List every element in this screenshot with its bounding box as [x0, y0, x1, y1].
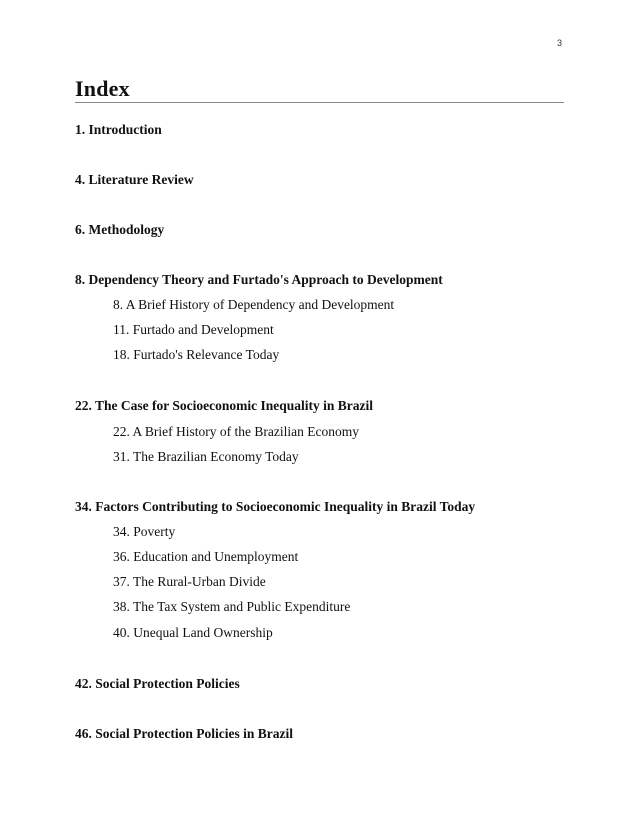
- toc-subentry-brief-history-dependency: 8. A Brief History of Dependency and Development: [113, 297, 395, 312]
- toc-entry-dependency-theory: 8. Dependency Theory and Furtado's Approach to Development: [75, 272, 443, 287]
- title-rule: [75, 102, 564, 103]
- toc-subentry-land-ownership: 40. Unequal Land Ownership: [113, 625, 273, 640]
- toc-subentry-rural-urban-divide: 37. The Rural-Urban Divide: [113, 574, 266, 589]
- toc-subentry-furtado-development: 11. Furtado and Development: [113, 322, 274, 337]
- toc-entry-introduction: 1. Introduction: [75, 122, 162, 137]
- toc-subentry-poverty: 34. Poverty: [113, 524, 176, 539]
- toc-subentry-brazilian-economy-today: 31. The Brazilian Economy Today: [113, 449, 299, 464]
- toc-subentry-furtado-relevance: 18. Furtado's Relevance Today: [113, 347, 280, 362]
- toc-entry-social-protection-brazil: 46. Social Protection Policies in Brazil: [75, 726, 293, 741]
- toc-entry-methodology: 6. Methodology: [75, 222, 165, 237]
- index-title: Index: [75, 76, 130, 101]
- toc-entry-social-protection: 42. Social Protection Policies: [75, 676, 240, 691]
- toc-subentry-tax-system: 38. The Tax System and Public Expenditure: [113, 599, 351, 614]
- toc-entry-factors-inequality: 34. Factors Contributing to Socioeconomic Inequality in Brazil Today: [75, 499, 476, 514]
- toc-entry-case-inequality: 22. The Case for Socioeconomic Inequality in Brazil: [75, 398, 373, 413]
- toc-entry-literature-review: 4. Literature Review: [75, 172, 194, 187]
- page-number: 3: [556, 38, 562, 48]
- toc-subentry-education-unemployment: 36. Education and Unemployment: [113, 549, 299, 564]
- toc-subentry-brazilian-economy-history: 22. A Brief History of the Brazilian Economy: [113, 424, 359, 439]
